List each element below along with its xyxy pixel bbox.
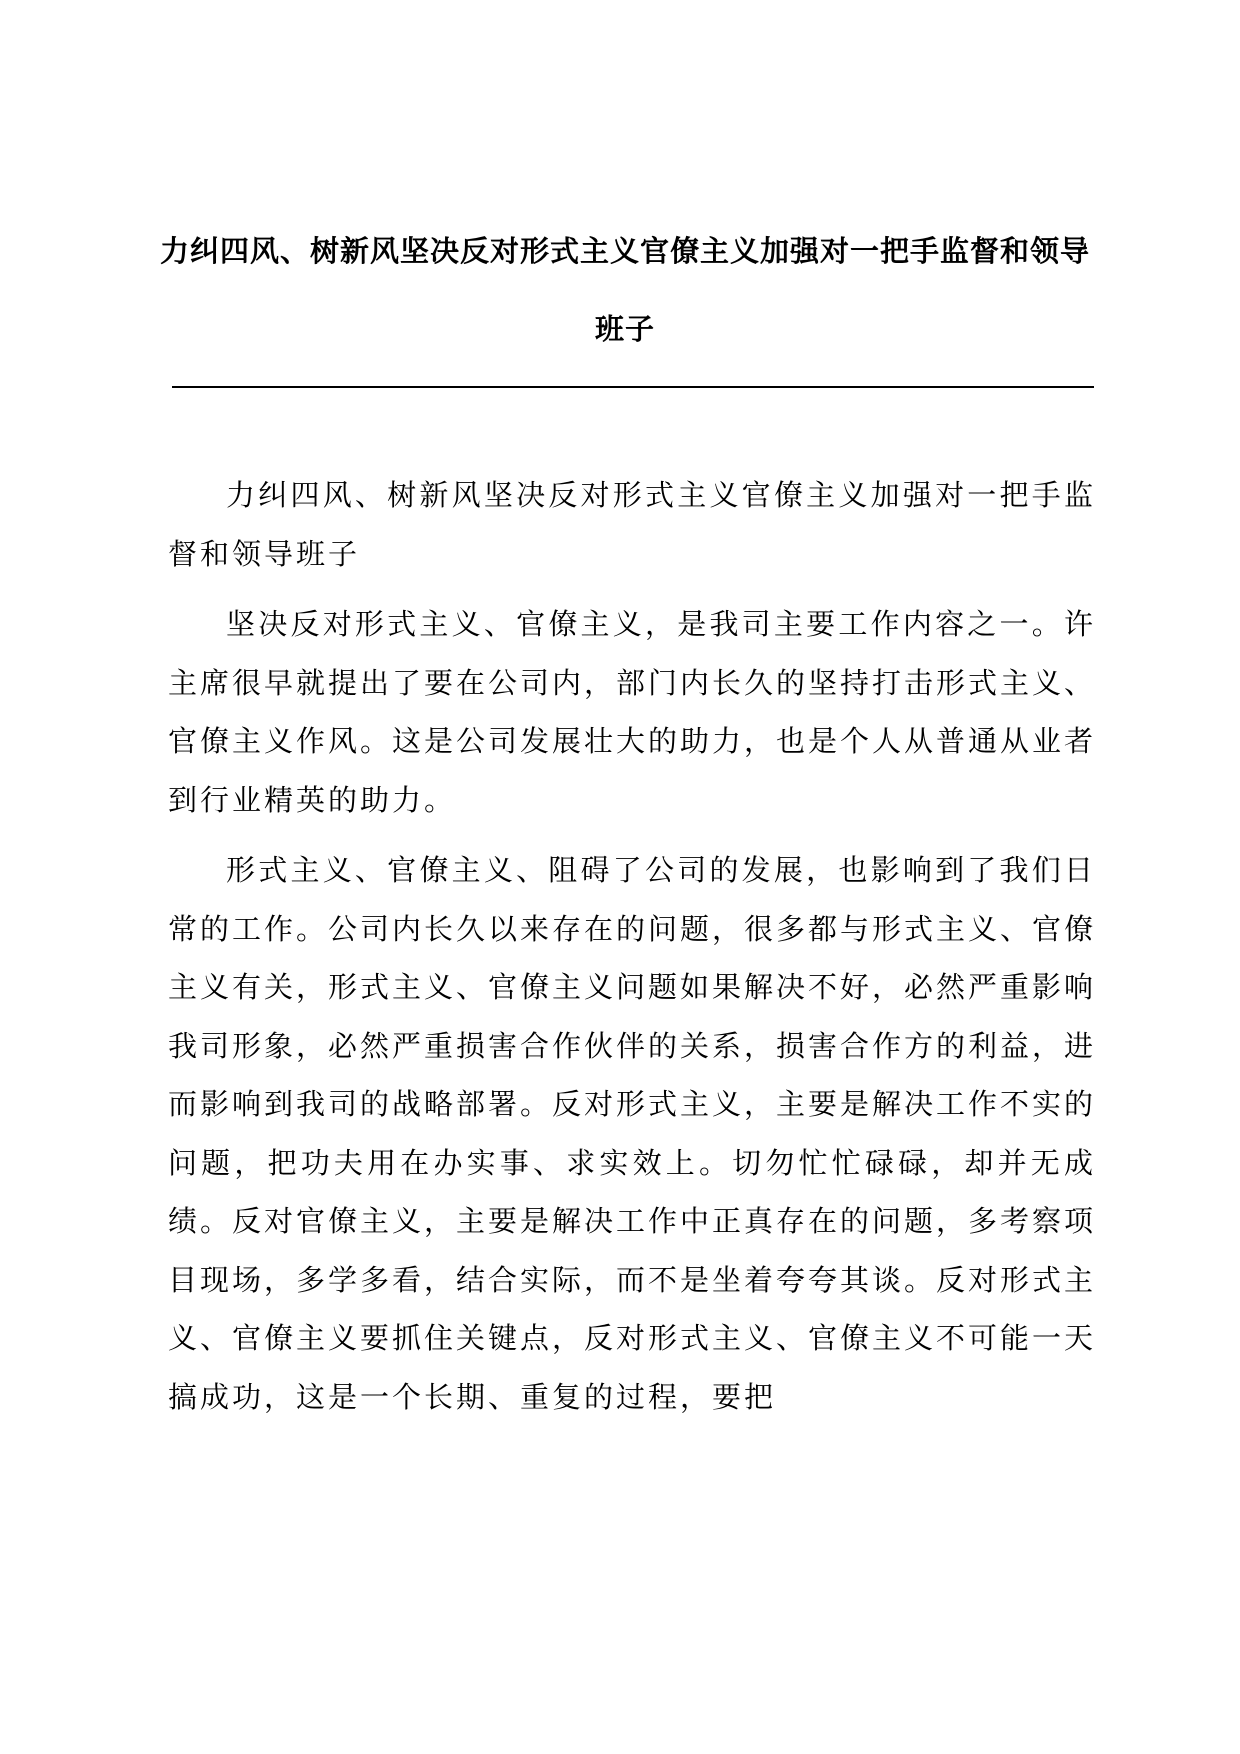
body-paragraph: 形式主义、官僚主义、阻碍了公司的发展，也影响到了我们日常的工作。公司内长久以来存在的问题，很多都与形式主义、官僚主义有关，形式主义、官僚主义问题如果解决不好，必然严重影响我司形象，必然严重损害合作伙伴的关系，损害合作方的利益，进而影响到我司的战略部署。反对形式主义，主要是解决工作不实的问题，把功夫用在办实事、求实效上。切勿忙忙碌碌，却并无成绩。反对官僚主义，主要是解决工作中正真存在的问题，多考察项目现场，多学多看，结合实际，而不是坐着夸夸其谈。反对形式主义、官僚主义要抓住关键点，反对形式主义、官僚主义不可能一天搞成功，这是一个长期、重复的过程，要把	[168, 853, 1097, 1414]
title-divider	[172, 386, 1094, 388]
document-title: 力纠四风、树新风坚决反对形式主义官僚主义加强对一把手监督和领导班子	[160, 234, 1091, 346]
body-paragraph: 坚决反对形式主义、官僚主义，是我司主要工作内容之一。许主席很早就提出了要在公司内，部门内长久的坚持打击形式主义、官僚主义作风。这是公司发展壮大的助力，也是个人从普通从业者到行业精英的助力。	[168, 607, 1097, 817]
body-paragraph: 力纠四风、树新风坚决反对形式主义官僚主义加强对一把手监督和领导班子	[168, 478, 1096, 571]
document-body	[168, 466, 1096, 1438]
